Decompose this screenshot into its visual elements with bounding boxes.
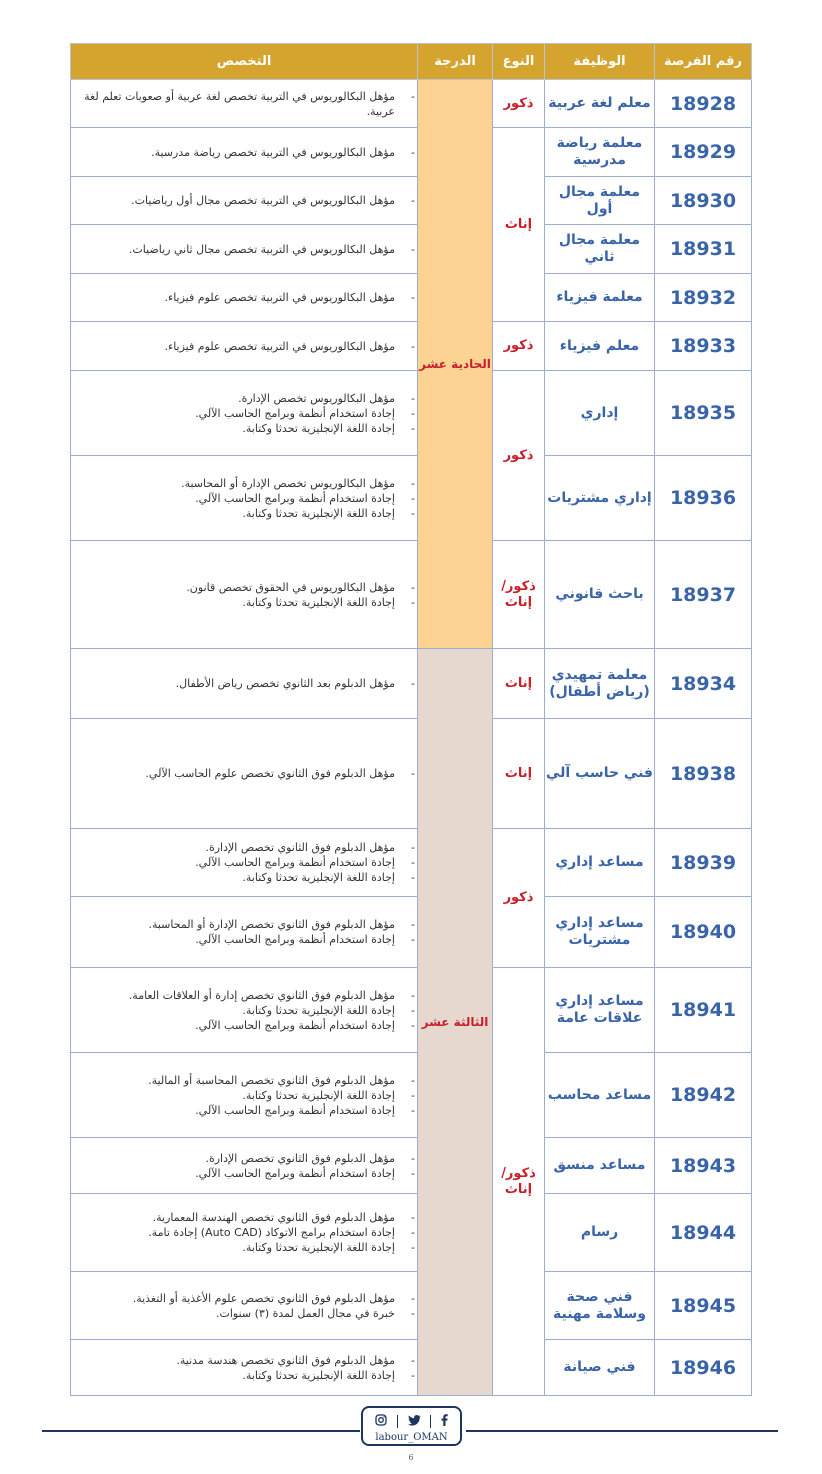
- specialization-item: - مؤهل الدبلوم فوق الثانوي تخصص الإدارة.: [71, 840, 417, 855]
- gender-cell: ذكور: [493, 322, 545, 371]
- table-row: [71, 719, 752, 829]
- gender-cell: ذكور: [493, 829, 545, 968]
- specialization-cell: [71, 322, 418, 371]
- job-title: فني حاسب آلي: [545, 719, 655, 829]
- job-title: مساعد محاسب: [545, 1053, 655, 1138]
- job-title: معلمة تمهيدي (رياض أطفال): [545, 649, 655, 719]
- specialization-item: - مؤهل البكالوريوس في التربية تخصص علوم فيزياء.: [71, 290, 417, 305]
- gender-cell: ذكور: [493, 371, 545, 541]
- table-row: [71, 322, 752, 371]
- table-row: [71, 829, 752, 897]
- specialization-item: - إجادة استخدام أنظمة وبرامج الحاسب الآلي.: [71, 491, 417, 506]
- specialization-item: - إجادة اللغة الإنجليزية تحدثا وكتابة.: [71, 1240, 417, 1255]
- job-title: معلمة فيزياء: [545, 274, 655, 322]
- opportunity-number: 18945: [655, 1272, 752, 1340]
- specialization-item: - إجادة اللغة الإنجليزية تحدثا وكتابة.: [71, 1003, 417, 1018]
- opportunity-number: 18933: [655, 322, 752, 371]
- job-title: باحث قانوني: [545, 541, 655, 649]
- header-gender: النوع: [493, 44, 545, 80]
- job-title: إداري: [545, 371, 655, 456]
- grade-cell: الحادية عشر: [418, 80, 493, 649]
- table-row: [71, 1272, 752, 1340]
- specialization-cell: [71, 897, 418, 968]
- job-title: مساعد منسق: [545, 1138, 655, 1194]
- specialization-cell: [71, 128, 418, 177]
- specialization-item: - مؤهل الدبلوم فوق الثانوي تخصص الهندسة المعمارية.: [71, 1210, 417, 1225]
- facebook-icon[interactable]: [441, 1414, 448, 1429]
- specialization-cell: [71, 649, 418, 719]
- footer-divider-right: [466, 1430, 778, 1432]
- specialization-item: - مؤهل الدبلوم فوق الثانوي تخصص هندسة مدنية.: [71, 1353, 417, 1368]
- table-row: [71, 968, 752, 1053]
- footer-divider-left: [42, 1430, 360, 1432]
- specialization-item: - مؤهل الدبلوم فوق الثانوي تخصص المحاسبة أو المالية.: [71, 1073, 417, 1088]
- specialization-cell: [71, 177, 418, 225]
- table-row: [71, 1138, 752, 1194]
- table-row: [71, 649, 752, 719]
- table-row: [71, 274, 752, 322]
- table-row: [71, 177, 752, 225]
- gender-cell: إناث: [493, 128, 545, 322]
- opportunity-number: 18934: [655, 649, 752, 719]
- specialization-item: - مؤهل الدبلوم بعد الثانوي تخصص رياض الأطفال.: [71, 676, 417, 691]
- specialization-item: - مؤهل الدبلوم فوق الثانوي تخصص علوم الأغذية أو التغذية.: [71, 1291, 417, 1306]
- job-title: معلمة رياضة مدرسية: [545, 128, 655, 177]
- table-row: [71, 225, 752, 274]
- gender-cell: إناث: [493, 649, 545, 719]
- twitter-icon[interactable]: [408, 1415, 421, 1429]
- specialization-item: - مؤهل البكالوريوس في التربية تخصص رياضة مدرسية.: [71, 145, 417, 160]
- specialization-item: - مؤهل البكالوريوس في التربية تخصص مجال ثاني رياضيات.: [71, 242, 417, 257]
- opportunity-number: 18940: [655, 897, 752, 968]
- specialization-item: - خبرة في مجال العمل لمدة (٣) سنوات.: [71, 1306, 417, 1321]
- specialization-item: - إجادة اللغة الإنجليزية تحدثا وكتابة.: [71, 1368, 417, 1383]
- social-handle[interactable]: labour_OMAN: [375, 1432, 448, 1443]
- opportunity-number: 18935: [655, 371, 752, 456]
- jobs-table: [70, 43, 752, 1396]
- specialization-item: - إجادة استخدام أنظمة وبرامج الحاسب الآلي.: [71, 855, 417, 870]
- specialization-cell: [71, 719, 418, 829]
- specialization-item: - إجادة اللغة الإنجليزية تحدثا وكتابة.: [71, 870, 417, 885]
- table-row: [71, 128, 752, 177]
- job-title: معلم لغة عربية: [545, 80, 655, 128]
- table-row: [71, 541, 752, 649]
- opportunity-number: 18946: [655, 1340, 752, 1396]
- opportunity-number: 18931: [655, 225, 752, 274]
- specialization-item: - إجادة اللغة الإنجليزية تحدثا وكتابة.: [71, 1088, 417, 1103]
- specialization-cell: [71, 274, 418, 322]
- specialization-item: - إجادة استخدام أنظمة وبرامج الحاسب الآلي.: [71, 1018, 417, 1033]
- specialization-cell: [71, 1053, 418, 1138]
- grade-cell: الثالثة عشر: [418, 649, 493, 1396]
- job-title: معلم فيزياء: [545, 322, 655, 371]
- social-media-badge: [361, 1406, 462, 1446]
- specialization-item: - إجادة اللغة الإنجليزية تحدثا وكتابة.: [71, 506, 417, 521]
- specialization-cell: [71, 541, 418, 649]
- specialization-cell: [71, 1340, 418, 1396]
- table-row: [71, 456, 752, 541]
- job-title: إداري مشتريات: [545, 456, 655, 541]
- specialization-item: - مؤهل البكالوريوس في التربية تخصص لغة عربية أو صعوبات تعلم لغة عربية.: [71, 89, 417, 119]
- header-specialization: التخصص: [71, 44, 418, 80]
- opportunity-number: 18928: [655, 80, 752, 128]
- specialization-cell: [71, 829, 418, 897]
- opportunity-number: 18941: [655, 968, 752, 1053]
- job-title: فني صحة وسلامة مهنية: [545, 1272, 655, 1340]
- specialization-item: - مؤهل الدبلوم فوق الثانوي تخصص إدارة أو العلاقات العامة.: [71, 988, 417, 1003]
- job-title: معلمة مجال أول: [545, 177, 655, 225]
- specialization-item: - إجادة استخدام أنظمة وبرامج الحاسب الآلي.: [71, 406, 417, 421]
- specialization-cell: [71, 225, 418, 274]
- specialization-item: - مؤهل الدبلوم فوق الثانوي تخصص علوم الحاسب الآلي.: [71, 766, 417, 781]
- specialization-cell: [71, 1138, 418, 1194]
- specialization-cell: [71, 968, 418, 1053]
- table-header-row: [71, 44, 752, 80]
- specialization-cell: [71, 1272, 418, 1340]
- gender-cell: ذكور/ إناث: [493, 541, 545, 649]
- table-row: [71, 897, 752, 968]
- table-row: [71, 1053, 752, 1138]
- social-icons: [363, 1414, 460, 1429]
- specialization-item: - إجادة اللغة الإنجليزية تحدثا وكتابة.: [71, 595, 417, 610]
- specialization-item: - مؤهل الدبلوم فوق الثانوي تخصص الإدارة أو المحاسبة.: [71, 917, 417, 932]
- specialization-item: - مؤهل البكالوريوس في الحقوق تخصص قانون.: [71, 580, 417, 595]
- specialization-item: - إجادة استخدام أنظمة وبرامج الحاسب الآلي.: [71, 1103, 417, 1118]
- job-title: مساعد إداري مشتريات: [545, 897, 655, 968]
- specialization-item: - إجادة استخدام برامج الاتوكاد (Auto CAD) إجادة تامة.: [71, 1225, 417, 1240]
- specialization-cell: [71, 1194, 418, 1272]
- table-row: [71, 80, 752, 128]
- table-row: [71, 371, 752, 456]
- opportunity-number: 18932: [655, 274, 752, 322]
- specialization-cell: [71, 371, 418, 456]
- specialization-item: - إجادة استخدام أنظمة وبرامج الحاسب الآلي.: [71, 932, 417, 947]
- gender-cell: ذكور: [493, 80, 545, 128]
- opportunity-number: 18938: [655, 719, 752, 829]
- job-title: رسام: [545, 1194, 655, 1272]
- table-row: [71, 1194, 752, 1272]
- opportunity-number: 18929: [655, 128, 752, 177]
- specialization-cell: [71, 456, 418, 541]
- instagram-icon[interactable]: [375, 1414, 387, 1429]
- opportunity-number: 18943: [655, 1138, 752, 1194]
- icon-separator: [397, 1415, 398, 1428]
- opportunity-number: 18936: [655, 456, 752, 541]
- specialization-cell: [71, 80, 418, 128]
- opportunity-number: 18937: [655, 541, 752, 649]
- job-title: مساعد إداري: [545, 829, 655, 897]
- job-title: فني صيانة: [545, 1340, 655, 1396]
- table-row: [71, 1340, 752, 1396]
- opportunity-number: 18930: [655, 177, 752, 225]
- header-number: رقم الفرصة: [655, 44, 752, 80]
- page-number: 6: [408, 1453, 414, 1462]
- specialization-item: - مؤهل البكالوريوس تخصص الإدارة.: [71, 391, 417, 406]
- icon-separator: [430, 1415, 431, 1428]
- gender-cell: إناث: [493, 719, 545, 829]
- job-title: مساعد إداري علاقات عامة: [545, 968, 655, 1053]
- header-grade: الدرجة: [418, 44, 493, 80]
- opportunity-number: 18944: [655, 1194, 752, 1272]
- specialization-item: - مؤهل البكالوريوس تخصص الإدارة أو المحاسبة.: [71, 476, 417, 491]
- specialization-item: - مؤهل البكالوريوس في التربية تخصص علوم فيزياء.: [71, 339, 417, 354]
- header-job: الوظيفة: [545, 44, 655, 80]
- opportunity-number: 18939: [655, 829, 752, 897]
- gender-cell: ذكور/ إناث: [493, 968, 545, 1396]
- specialization-item: - إجادة اللغة الإنجليزية تحدثا وكتابة.: [71, 421, 417, 436]
- job-title: معلمة مجال ثاني: [545, 225, 655, 274]
- specialization-item: - إجادة استخدام أنظمة وبرامج الحاسب الآلي.: [71, 1166, 417, 1181]
- specialization-item: - مؤهل الدبلوم فوق الثانوي تخصص الإدارة.: [71, 1151, 417, 1166]
- opportunity-number: 18942: [655, 1053, 752, 1138]
- specialization-item: - مؤهل البكالوريوس في التربية تخصص مجال أول رياضيات.: [71, 193, 417, 208]
